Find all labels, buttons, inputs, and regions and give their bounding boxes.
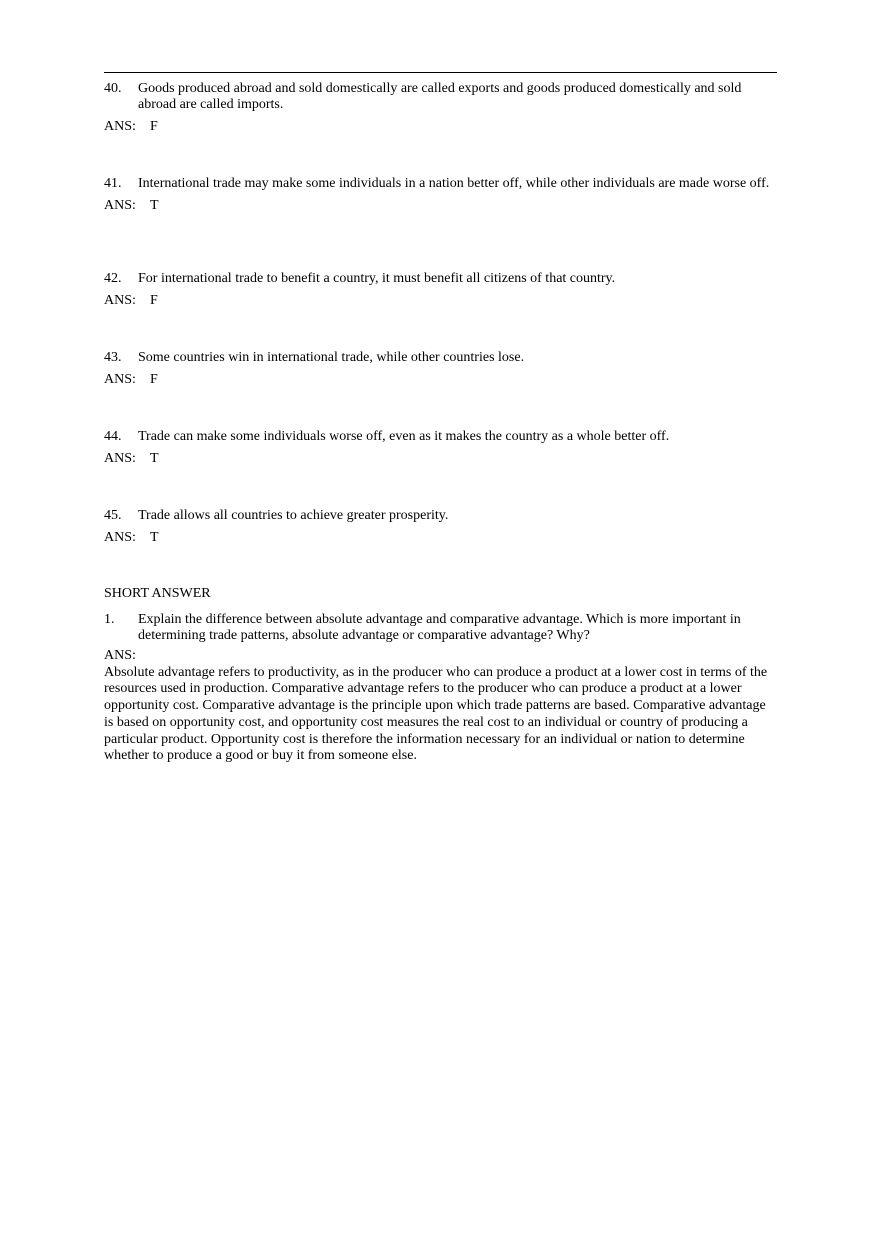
section-heading-short-answer: SHORT ANSWER xyxy=(104,586,211,601)
answer-value: T xyxy=(150,530,159,545)
answer-value: T xyxy=(150,198,159,213)
question-text: Some countries win in international trade, while other countries lose. xyxy=(138,350,525,365)
answer-label: ANS: xyxy=(104,293,136,308)
question-item xyxy=(104,271,774,309)
answer-value: F xyxy=(150,119,158,134)
answer-value: F xyxy=(150,293,158,308)
question-item xyxy=(104,81,774,135)
answer-label: ANS: xyxy=(104,372,136,387)
question-number: 42. xyxy=(104,271,122,286)
question-number: 1. xyxy=(104,612,115,627)
question-text: International trade may make some individuals in a nation better off, while other individuals are made worse off. xyxy=(138,176,770,191)
short-answer-question xyxy=(104,612,774,644)
question-number: 45. xyxy=(104,508,122,523)
answer-row xyxy=(104,119,774,135)
question-item xyxy=(104,429,774,467)
question-text: Trade allows all countries to achieve greater prosperity. xyxy=(138,508,449,523)
answer-value: T xyxy=(150,451,159,466)
question-row xyxy=(104,429,774,445)
question-text: Trade can make some individuals worse off, even as it makes the country as a whole better off. xyxy=(138,429,670,444)
answer-label: ANS: xyxy=(104,119,136,134)
question-item xyxy=(104,508,774,546)
question-number: 44. xyxy=(104,429,122,444)
question-row xyxy=(104,612,774,644)
question-text: Explain the difference between absolute advantage and comparative advantage. Which is more important in determining trade patterns, absolute advantage or comparative advantage? Why? xyxy=(138,612,741,643)
answer-row xyxy=(104,372,774,388)
question-row xyxy=(104,176,774,192)
question-number: 41. xyxy=(104,176,122,191)
question-text: Goods produced abroad and sold domestically are called exports and goods produced domestically and sold abroad are called imports. xyxy=(138,81,742,112)
question-row xyxy=(104,271,774,287)
question-row xyxy=(104,81,774,113)
question-number: 40. xyxy=(104,81,122,96)
answer-label: ANS: xyxy=(104,530,136,545)
answer-row xyxy=(104,198,774,214)
question-row xyxy=(104,350,774,366)
question-item xyxy=(104,176,774,214)
answer-label: ANS: xyxy=(104,648,136,663)
answer-label: ANS: xyxy=(104,198,136,213)
question-number: 43. xyxy=(104,350,122,365)
answer-row xyxy=(104,293,774,309)
answer-row xyxy=(104,451,774,467)
question-text: For international trade to benefit a country, it must benefit all citizens of that country. xyxy=(138,271,616,286)
answer-label: ANS: xyxy=(104,451,136,466)
question-row xyxy=(104,508,774,524)
header-rule xyxy=(104,72,777,73)
short-answer-response xyxy=(104,648,776,765)
question-item xyxy=(104,350,774,388)
answer-text: Absolute advantage refers to productivity, as in the producer who can produce a product at a lower cost in terms of the resources used in production. Comparative advantage refers to the producer who can produce a product at a lower opportunity cost. Comparative advantage is the principle upon which trade patterns are based. Comparative advantage is based on opportunity cost, and opportunity cost measures the real cost to an individual or country of producing a particular product. Opportunity cost is therefore the information necessary for an individual or nation to determine whether to produce a good or buy it from someone else. xyxy=(104,664,768,764)
answer-row xyxy=(104,530,774,546)
answer-value: F xyxy=(150,372,158,387)
